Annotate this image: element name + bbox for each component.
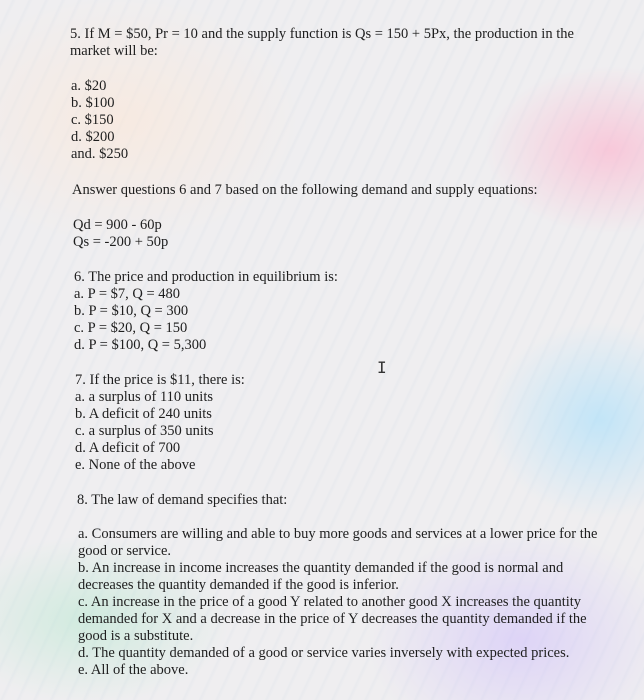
q8-option-a-line2: good or service. <box>78 543 172 559</box>
q5-option-d: d. $200 <box>71 129 115 145</box>
q6-option-b: b. P = $10, Q = 300 <box>74 303 189 319</box>
q7-option-b: b. A deficit of 240 units <box>75 406 212 422</box>
text-cursor-icon: I <box>377 358 387 377</box>
q7-option-d: d. A deficit of 700 <box>75 440 181 456</box>
supply-equation: Qs = -200 + 50p <box>73 234 169 250</box>
q7-option-c: c. a surplus of 350 units <box>75 423 214 439</box>
q8-option-e: e. All of the above. <box>78 662 189 678</box>
q5-option-e: and. $250 <box>71 146 129 162</box>
q8-option-c-line2: demanded for X and a decrease in the price of Y decreases the quantity demanded if the <box>78 611 587 627</box>
q8-question: 8. The law of demand specifies that: <box>77 492 288 508</box>
q7-option-a: a. a surplus of 110 units <box>75 389 214 405</box>
q5-question-line1: 5. If M = $50, Pr = 10 and the supply function is Qs = 150 + 5Px, the production in the <box>70 26 574 42</box>
q5-option-b: b. $100 <box>71 95 115 111</box>
q7-question: 7. If the price is $11, there is: <box>75 372 245 388</box>
q5-option-a: a. $20 <box>71 78 107 94</box>
q8-option-b-line2: decreases the quantity demanded if the good is inferior. <box>78 577 399 593</box>
q8-option-c-line3: good is a substitute. <box>78 628 194 644</box>
q5-option-c: c. $150 <box>71 112 114 128</box>
q8-option-a-line1: a. Consumers are willing and able to buy more goods and services at a lower price for the <box>78 526 598 542</box>
q8-option-c-line1: c. An increase in the price of a good Y related to another good X increases the quantity <box>78 594 582 610</box>
q6-option-d: d. P = $100, Q = 5,300 <box>74 337 207 353</box>
q7-option-e: e. None of the above <box>75 457 196 473</box>
q8-option-b-line1: b. An increase in income increases the quantity demanded if the good is normal and <box>78 560 564 576</box>
q8-option-d: d. The quantity demanded of a good or service varies inversely with expected prices. <box>78 645 570 661</box>
equations-intro: Answer questions 6 and 7 based on the following demand and supply equations: <box>72 182 538 198</box>
demand-equation: Qd = 900 - 60p <box>73 217 162 233</box>
q6-option-c: c. P = $20, Q = 150 <box>74 320 188 336</box>
q6-question: 6. The price and production in equilibrium is: <box>74 269 338 285</box>
q5-question-line2: market will be: <box>70 43 158 59</box>
q6-option-a: a. P = $7, Q = 480 <box>74 286 181 302</box>
